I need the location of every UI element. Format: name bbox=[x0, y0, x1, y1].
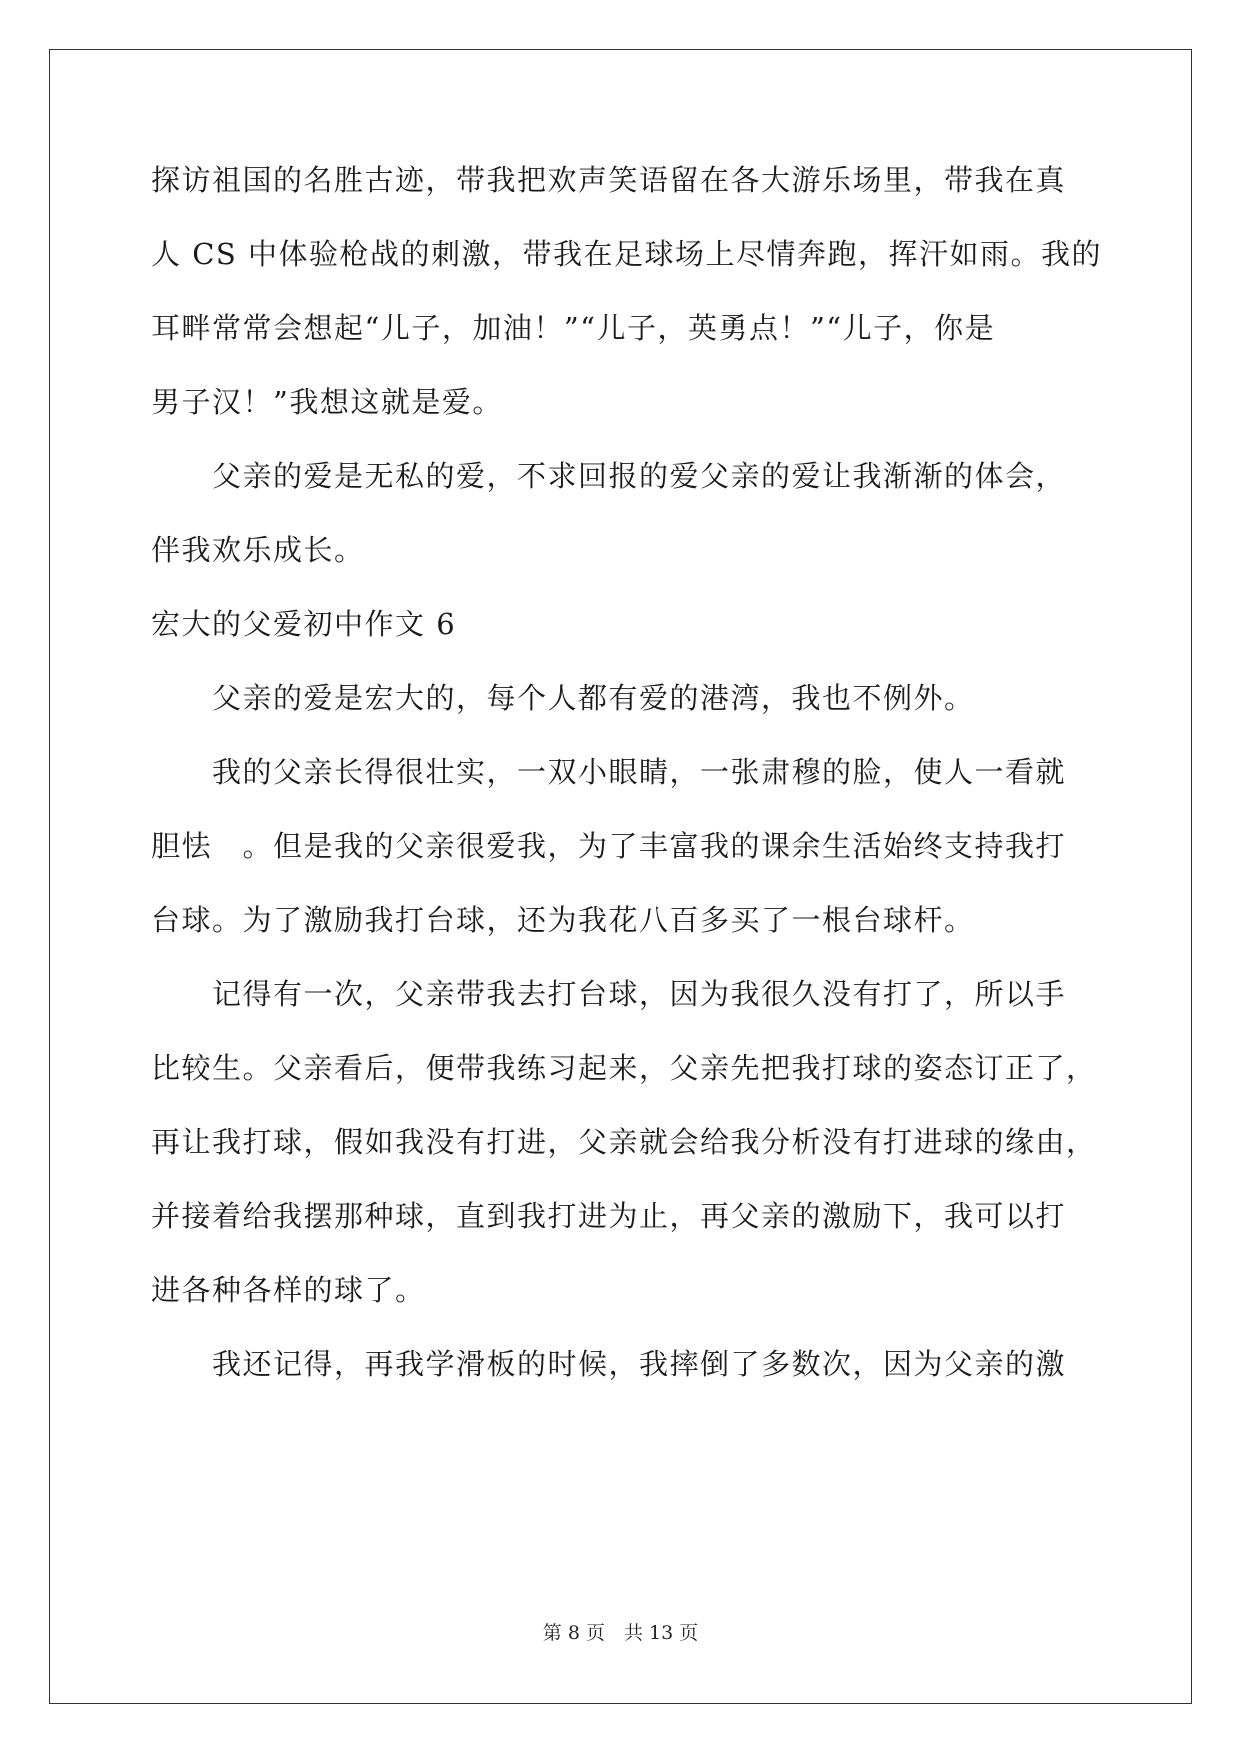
section-heading: 宏大的父爱初中作文 6 bbox=[151, 607, 457, 641]
text-line: 胆怯 。但是我的父亲很爱我，为了丰富我的课余生活始终支持我打 bbox=[151, 829, 1067, 863]
text-line: 探访祖国的名胜古迹，带我把欢声笑语留在各大游乐场里，带我在真 bbox=[151, 163, 1067, 197]
text-line: 伴我欢乐成长。 bbox=[151, 533, 365, 567]
text-line: 再让我打球，假如我没有打进，父亲就会给我分析没有打进球的缘由， bbox=[151, 1125, 1097, 1159]
text-line: 我还记得，再我学滑板的时候，我摔倒了多数次，因为父亲的激 bbox=[151, 1347, 1067, 1381]
text-line: 进各种各样的球了。 bbox=[151, 1273, 426, 1307]
text-line: 台球。为了激励我打台球，还为我花八百多买了一根台球杆。 bbox=[151, 903, 975, 937]
page-number-footer: 第 8 页 共 13 页 bbox=[542, 1622, 699, 1644]
page-border bbox=[49, 49, 1192, 1704]
text-line: 耳畔常常会想起“儿子，加油！”“儿子，英勇点！”“儿子，你是 bbox=[151, 311, 996, 345]
text-line: 并接着给我摆那种球，直到我打进为止，再父亲的激励下，我可以打 bbox=[151, 1199, 1067, 1233]
text-line: 父亲的爱是无私的爱，不求回报的爱父亲的爱让我渐渐的体会， bbox=[151, 459, 1067, 493]
text-line: 我的父亲长得很壮实，一双小眼睛，一张肃穆的脸，使人一看就 bbox=[151, 755, 1067, 789]
text-line: 男子汉！”我想这就是爱。 bbox=[151, 385, 503, 419]
text-line: 父亲的爱是宏大的，每个人都有爱的港湾，我也不例外。 bbox=[151, 681, 975, 715]
text-line: 比较生。父亲看后，便带我练习起来，父亲先把我打球的姿态订正了， bbox=[151, 1051, 1097, 1085]
text-line: 记得有一次，父亲带我去打台球，因为我很久没有打了，所以手 bbox=[151, 977, 1067, 1011]
text-line: 人 CS 中体验枪战的刺激，带我在足球场上尽情奔跑，挥汗如雨。我的 bbox=[151, 237, 1102, 271]
